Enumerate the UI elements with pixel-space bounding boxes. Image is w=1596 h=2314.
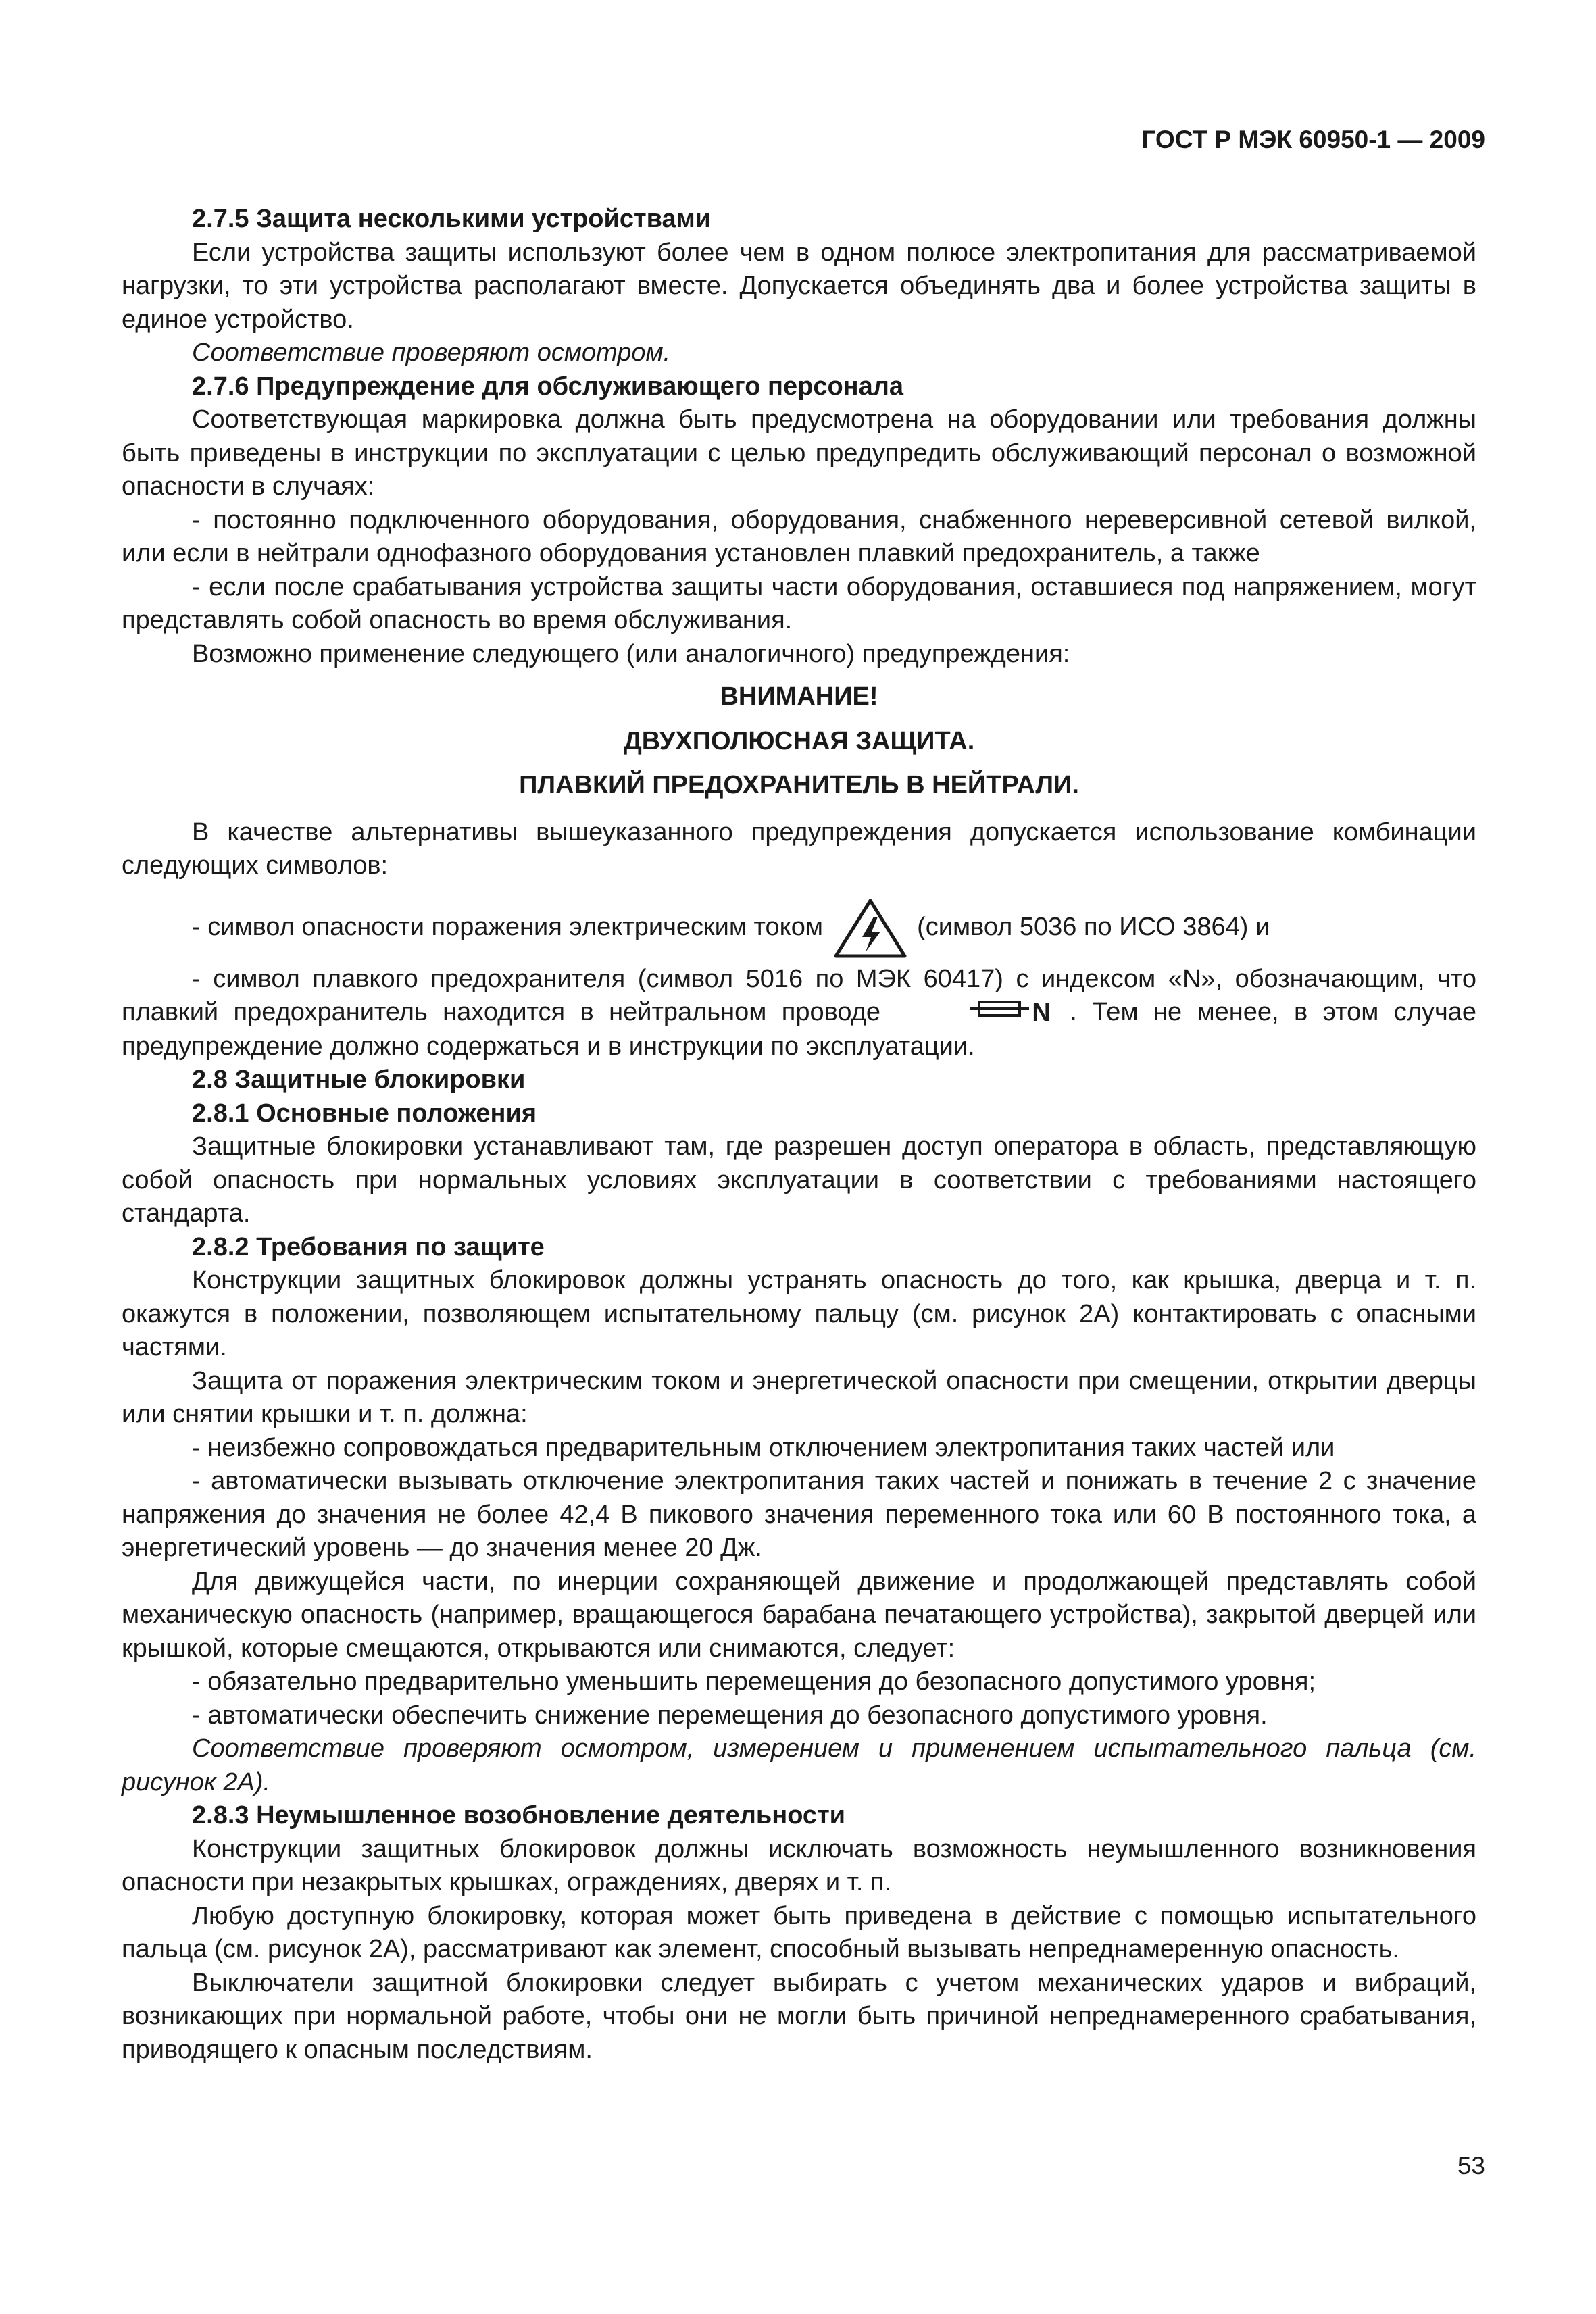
warning-caption-1: ВНИМАНИЕ! [720, 682, 878, 711]
section-2-7-5-compliance: Соответствие проверяют осмотром. [192, 338, 671, 367]
fuse-symbol-paragraph [122, 963, 1476, 1064]
fuse-symbol-text-end: . Тем не менее, в этом случае предупреждение должно содержаться и в инструкции по эксплуатации. [122, 998, 1477, 1061]
document-body [122, 203, 1476, 2067]
section-2-7-6-paragraph-3: В качестве альтернативы вышеуказанного предупреждения допускается использование комбинации следующих символов: [122, 818, 1476, 880]
section-2-8-2-dash-1: - неизбежно сопровождаться предварительным отключением электропитания таких частей или [192, 1433, 1335, 1462]
fuse-symbol [899, 997, 1050, 1030]
section-2-8-title: 2.8 Защитные блокировки [192, 1065, 526, 1095]
electric-shock-warning-icon [833, 898, 907, 959]
section-2-8-1-title: 2.8.1 Основные положения [192, 1099, 537, 1128]
fuse-icon [970, 997, 1032, 1021]
warning-caption-2: ДВУХПОЛЮСНАЯ ЗАЩИТА. [623, 726, 975, 755]
page-number: 53 [1457, 2152, 1485, 2180]
section-2-8-2-paragraph-1: Конструкции защитных блокировок должны устранять опасность до того, как крышка, дверца и т. п. окажутся в положении, позволяющем испытательному пальцу (см. рисунок 2А) контактировать с опасными частями. [122, 1266, 1476, 1362]
symbol-line-shock [122, 898, 1476, 959]
section-2-7-5-paragraph: Если устройства защиты используют более чем в одном полюсе электропитания для рассматриваемой нагрузки, то эти устройства располагают вместе. Допускается объединять два и более устройства защиты в единое устройство. [122, 238, 1476, 334]
section-2-7-6-paragraph-2: Возможно применение следующего (или аналогичного) предупреждения: [192, 639, 1070, 668]
section-2-8-2-dash-2: - автоматически вызывать отключение электропитания таких частей и понижать в течение 2 с значение напряжения до значения не более 42,4 В пикового значения переменного тока или 60 В постоянного тока, а энергетический уровень — до значения менее 20 Дж. [122, 1467, 1476, 1563]
section-2-8-2-title: 2.8.2 Требования по защите [192, 1232, 545, 1261]
section-2-8-2-paragraph-2: Защита от поражения электрическим током и энергетической опасности при смещении, открытии дверцы или снятии крышки и т. п. должна: [122, 1366, 1476, 1429]
section-2-8-3-title: 2.8.3 Неумышленное возобновление деятельности [192, 1801, 846, 1830]
section-2-8-1-paragraph: Защитные блокировки устанавливают там, где разрешен доступ оператора в область, представляющую собой опасность при нормальных условиях эксплуатации в соответствии с требованиями настоящего стандарта. [122, 1132, 1476, 1228]
section-2-7-5-title: 2.7.5 Защита несколькими устройствами [192, 205, 712, 233]
shock-symbol-reference: (символ 5036 по ИСО 3864) и [917, 912, 1270, 941]
section-2-8-2-paragraph-3: Для движущейся части, по инерции сохраняющей движение и продолжающей представлять собой механическую опасность (например, вращающегося барабана печатающего устройства), закрытой дверцей или крышкой, которые смещаются, открываются или снимаются, следует: [122, 1567, 1476, 1663]
fuse-neutral-index: N [1032, 999, 1051, 1028]
section-2-7-6-title: 2.7.6 Предупреждение для обслуживающего персонала [192, 372, 904, 401]
section-2-7-6-dash-1: - постоянно подключенного оборудования, оборудования, снабженного нереверсивной сетевой вилкой, или если в нейтрали однофазного оборудования установлен плавкий предохранитель, а также [122, 505, 1476, 568]
section-2-8-2-dash-4: - автоматически обеспечить снижение перемещения до безопасного допустимого уровня. [192, 1701, 1268, 1730]
section-2-8-3-paragraph-3: Выключатели защитной блокировки следует выбирать с учетом механических ударов и вибраций, возникающих при нормальной работе, чтобы они не могли быть причиной непреднамеренного срабатывания, приводящего к опасным последствиям. [122, 1968, 1476, 2064]
section-2-8-2-dash-3: - обязательно предварительно уменьшить перемещения до безопасного допустимого уровня; [192, 1667, 1316, 1696]
section-2-7-6-dash-2: - если после срабатывания устройства защиты части оборудования, оставшиеся под напряжением, могут представлять собой опасность во время обслуживания. [122, 572, 1476, 634]
shock-symbol-text: - символ опасности поражения электрическим током [192, 912, 823, 941]
warning-caption-3: ПЛАВКИЙ ПРЕДОХРАНИТЕЛЬ В НЕЙТРАЛИ. [519, 771, 1079, 799]
fuse-symbol-text: - символ плавкого предохранителя (символ 5016 по МЭК 60417) с индексом «N», обозначающим, что плавкий предохранитель находится в нейтральном проводе [122, 964, 1476, 1026]
section-2-8-3-paragraph-1: Конструкции защитных блокировок должны исключать возможность неумышленного возникновения опасности при незакрытых крышках, ограждениях, дверях и т. п. [122, 1834, 1476, 1897]
section-2-8-3-paragraph-2: Любую доступную блокировку, которая может быть приведена в действие с помощью испытательного пальца (см. рисунок 2А), рассматривают как элемент, способный вызывать непреднамеренную опасность. [122, 1901, 1476, 1964]
standard-header: ГОСТ Р МЭК 60950-1 — 2009 [1141, 126, 1485, 153]
section-2-7-6-paragraph-1: Соответствующая маркировка должна быть предусмотрена на оборудовании или требования должны быть приведены в инструкции по эксплуатации с целью предупредить обслуживающий персонал о возможной опасности в случаях: [122, 405, 1476, 501]
section-2-8-2-compliance: Соответствие проверяют осмотром, измерением и применением испытательного пальца (см. рисунок 2А). [122, 1734, 1476, 1796]
